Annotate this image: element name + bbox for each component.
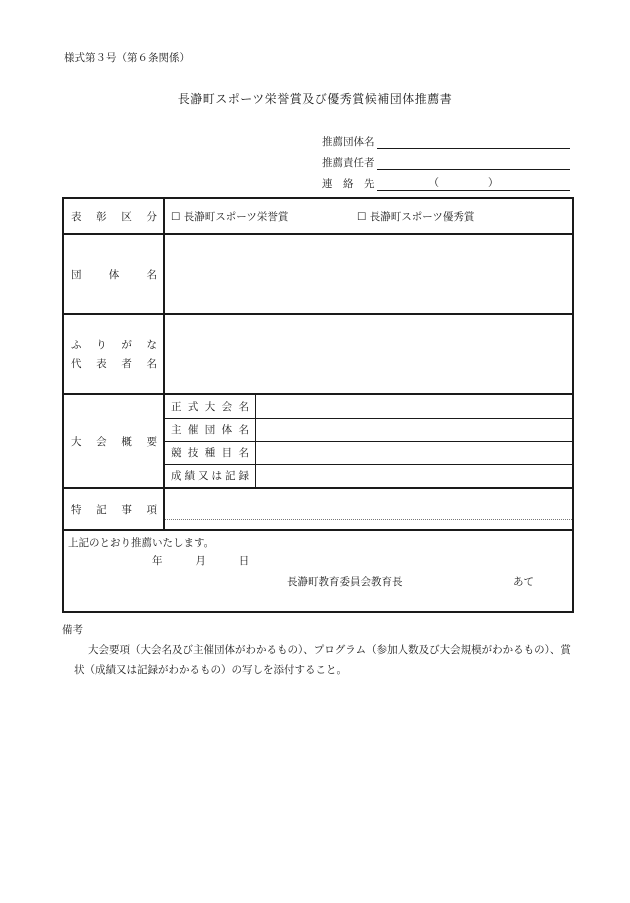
date-line: 年 月 日 <box>152 555 250 567</box>
label-char: 大 <box>71 435 82 448</box>
label-char: 体 <box>108 268 120 281</box>
label-char: ふ <box>71 339 82 351</box>
label-char: 記 <box>225 470 236 483</box>
label-char: 名 <box>238 424 249 436</box>
award-category-row <box>63 198 573 234</box>
label-char: 又 <box>198 470 209 483</box>
label-char: 競 <box>171 447 182 459</box>
group-name-row <box>63 234 573 314</box>
label-char: 催 <box>187 424 199 436</box>
award-option-honor[interactable]: ☐ 長瀞町スポーツ栄誉賞 <box>171 210 289 223</box>
responsible-person-line <box>322 149 570 170</box>
host-org-name-label <box>164 418 256 441</box>
group-name-field[interactable] <box>164 234 573 314</box>
representative-label <box>63 314 164 394</box>
label-char: 会 <box>221 400 233 413</box>
label-char: 者 <box>121 358 132 370</box>
contact-parens: （ ） <box>428 177 499 189</box>
responsible-person-label: 推薦責任者 <box>322 157 375 169</box>
label-char: は <box>211 470 222 483</box>
label-char: 技 <box>187 447 199 459</box>
representative-row <box>63 314 573 394</box>
label-char: 事 <box>121 503 132 516</box>
notes-row <box>63 488 573 530</box>
label-char: 表 <box>96 358 107 370</box>
label-char: 彰 <box>96 210 107 223</box>
label-char: 表 <box>71 210 82 223</box>
applicant-block <box>322 128 570 191</box>
label-char: 成 <box>171 470 182 483</box>
label-char: 記 <box>96 503 107 516</box>
label-char: 団 <box>204 424 216 436</box>
label-char: 団 <box>71 268 82 281</box>
contact-label: 連 絡 先 <box>322 178 375 190</box>
official-tournament-name-label <box>164 394 256 418</box>
notes-label <box>63 488 164 530</box>
representative-field[interactable] <box>164 314 573 394</box>
form-number: 様式第３号（第６条関係） <box>64 52 190 64</box>
recommending-org-line <box>322 128 570 149</box>
label-char: 概 <box>121 435 132 448</box>
label-char: 種 <box>204 447 216 459</box>
addressee: 長瀞町教育委員会教育長 <box>287 576 403 588</box>
result-record-field[interactable] <box>256 464 574 488</box>
award-option-excellence[interactable]: ☐ 長瀞町スポーツ優秀賞 <box>357 210 475 223</box>
official-tournament-name-field[interactable] <box>256 394 574 418</box>
recommendation-statement-row <box>63 530 573 612</box>
label-char: 名 <box>238 447 249 459</box>
label-char: 代 <box>71 358 82 370</box>
label-char: 大 <box>204 400 216 413</box>
recommending-org-field[interactable] <box>377 135 571 149</box>
event-name-field[interactable] <box>256 441 574 464</box>
label-char: 正 <box>171 400 182 413</box>
label-char: 録 <box>238 470 249 483</box>
remarks-text: 大会要項（大会名及び主催団体がわかるもの）、プログラム（参加人数及び大会規模がわかるもの）、賞状（成績又は記録がわかるもの）の写しを添付すること。 <box>74 644 571 676</box>
label-char: 会 <box>96 435 107 448</box>
honorific: あて <box>513 576 534 588</box>
label-char: 主 <box>171 424 182 436</box>
contact-field[interactable] <box>377 177 571 191</box>
recommend-text: 上記のとおり推薦いたします。 <box>68 537 215 549</box>
label-char: が <box>121 339 132 351</box>
label-char: 分 <box>146 210 157 223</box>
label-char: 名 <box>146 358 157 370</box>
label-char: 績 <box>184 470 195 483</box>
label-char: 名 <box>238 400 249 413</box>
label-char: 式 <box>187 400 199 413</box>
host-org-name-field[interactable] <box>256 418 574 441</box>
notes-field[interactable] <box>164 488 573 530</box>
award-category-label <box>63 198 164 234</box>
document-title: 長瀞町スポーツ栄誉賞及び優秀賞候補団体推薦書 <box>177 92 453 106</box>
label-char: 区 <box>121 210 132 223</box>
group-name-label <box>63 234 164 314</box>
result-record-label <box>164 464 256 488</box>
recommendation-table <box>62 197 574 613</box>
label-char: な <box>146 339 157 351</box>
responsible-person-field[interactable] <box>377 156 571 170</box>
label-char: 目 <box>221 447 233 459</box>
contact-line <box>322 170 570 191</box>
recommending-org-label: 推薦団体名 <box>322 136 375 148</box>
label-char: 名 <box>146 268 157 281</box>
remarks-heading: 備考 <box>62 624 83 636</box>
label-char: 要 <box>146 435 157 448</box>
label-char: 体 <box>221 424 233 436</box>
event-name-label <box>164 441 256 464</box>
recommendation-statement <box>64 531 572 611</box>
tournament-overview-label <box>63 394 164 488</box>
label-char: 特 <box>71 503 82 516</box>
tournament-row-1 <box>63 394 573 418</box>
label-char: り <box>96 339 107 351</box>
label-char: 項 <box>146 503 157 516</box>
